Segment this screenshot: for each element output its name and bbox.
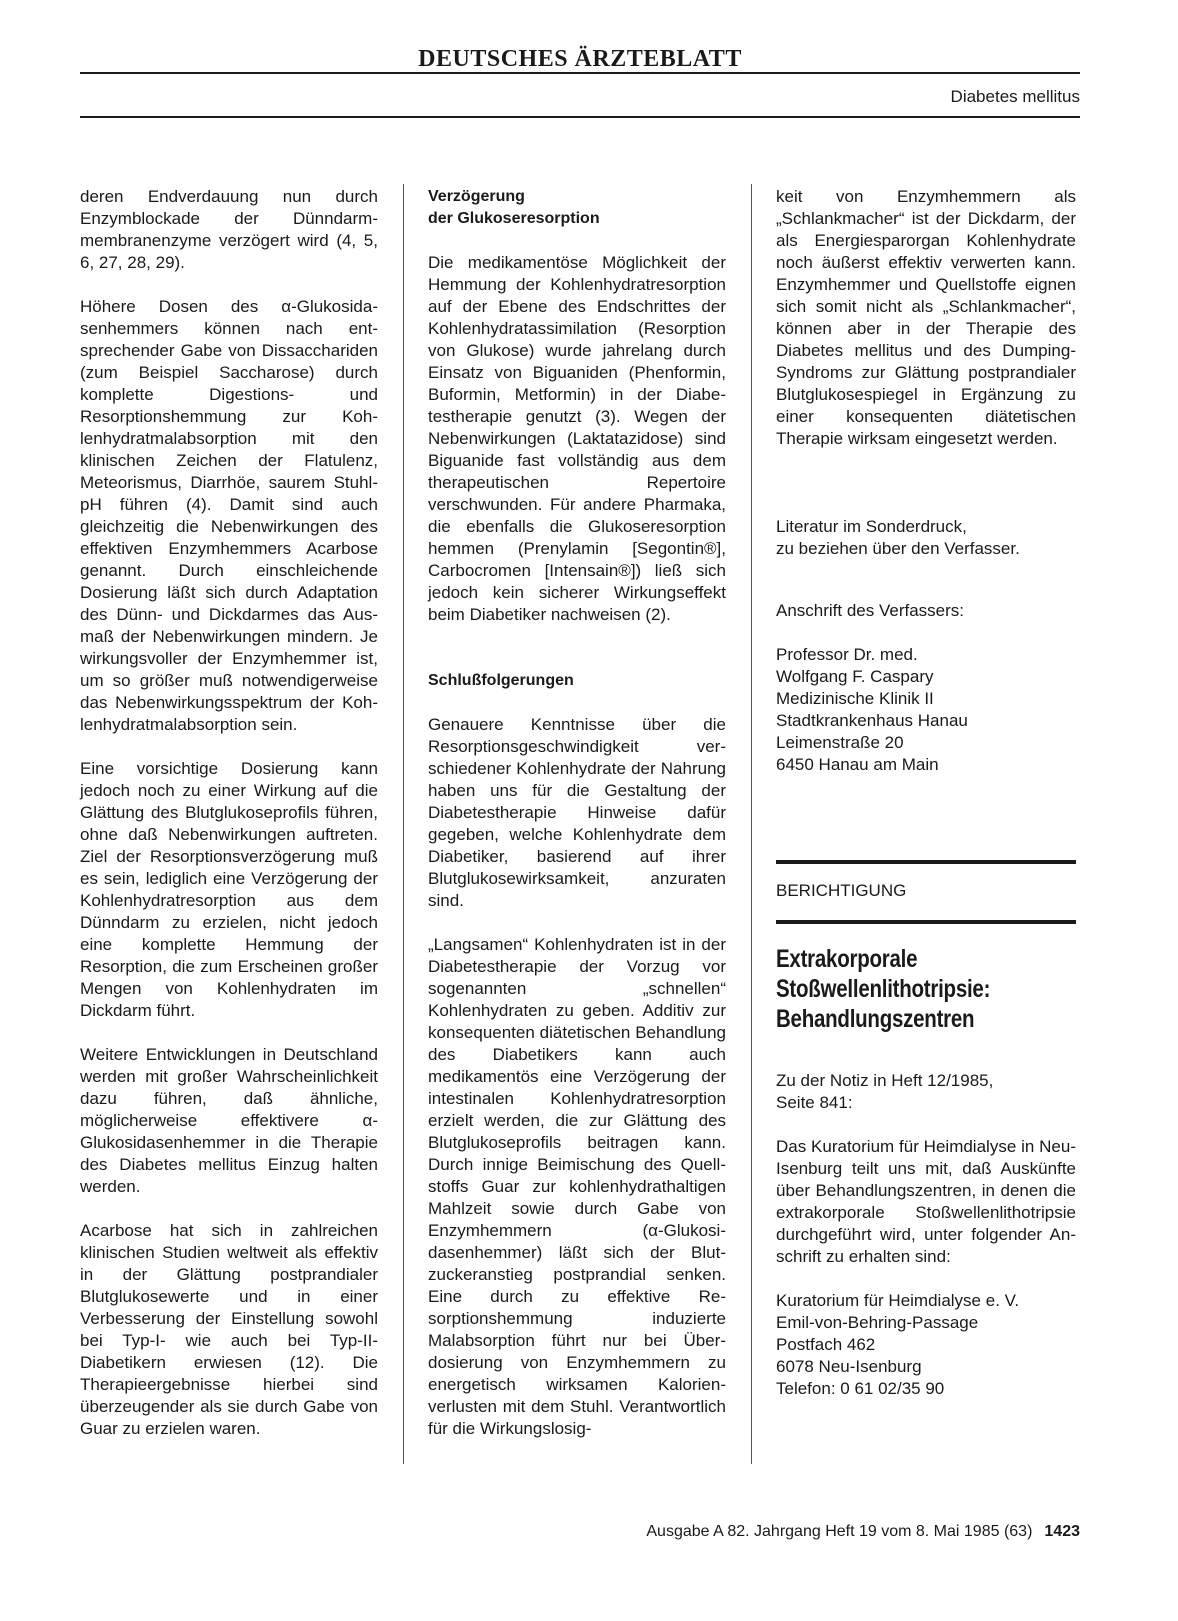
column-divider-2 [751, 184, 752, 1464]
correction-title-line: Stoßwellenlithotripsie: [776, 975, 991, 1003]
address-line: Wolfgang F. Caspary [776, 667, 934, 686]
address-line: Stadtkrankenhaus Hanau [776, 711, 968, 730]
author-address [776, 644, 1076, 776]
issue-info: Ausgabe A 82. Jahrgang Heft 19 vom 8. Mai 1985 (63) [646, 1523, 1033, 1540]
address-line: 6450 Hanau am Main [776, 755, 939, 774]
subheading: Schlußfolgerungen [428, 672, 574, 689]
section-title: Diabetes mellitus [950, 87, 1080, 106]
correction-top-rule [776, 860, 1076, 864]
correction-body: Das Kuratorium für Heimdialyse in Neu-Isenburg teilt uns mit, daß Auskünfte über Behandlungszentren, in denen die extrakorporale Stoßwellenlithotripsie durchgeführt wird, unter folgender Anschrift zu erhalten sind: [776, 1137, 1076, 1266]
contact-line: Postfach 462 [776, 1335, 876, 1354]
page-footer [646, 1521, 1080, 1543]
article-column-1 [80, 186, 378, 1440]
reference-line: Zu der Notiz in Heft 12/1985, [776, 1071, 994, 1090]
subheading-line: Verzögerung [428, 188, 525, 205]
literature-line: zu beziehen über den Verfasser. [776, 539, 1020, 558]
contact-line: Emil-von-Behring-Passage [776, 1313, 979, 1332]
correction-label: BERICHTIGUNG [776, 881, 907, 900]
correction-bottom-rule [776, 920, 1076, 924]
body-paragraph: keit von Enzymhemmern als „Schlankmacher“ ist der Dickdarm, der als Energiesparorgan Kohlenhydrate noch äußerst effektiv verwerten kann. Enzymhemmer und Quellstoffe eignen sich somit nicht als „Schlankmacher“, können aber in der Therapie des Diabetes mellitus und des Dumping-Syndroms zur Glättung postprandialer Blutglukosespiegel in Ergänzung zu einer konsequenten diätetischen Therapie wirksam eingesetzt werden. [776, 187, 1076, 448]
body-paragraph: Genauere Kenntnisse über die Resorptionsgeschwindigkeit verschiedener Kohlenhydrate der Nahrung haben uns für die Gestaltung der Diabetestherapie Hinweise dafür gegeben, welche Kohlenhydrate dem Diabetiker, basierend auf ihrer Blutglukosewirksamkeit, anzuraten sind. [428, 715, 726, 910]
body-paragraph: Acarbose hat sich in zahlreichen klinischen Studien weltweit als effektiv in der Glättung postprandialer Blutglukosewerte und in einer Verbesserung der Einstellung sowohl bei Typ-I- wie auch bei Typ-II-Diabetikern erwiesen (12). Die Therapieergebnisse hierbei sind überzeugender als sie durch Gabe von Guar zu erzielen waren. [80, 1221, 378, 1438]
reference-line: Seite 841: [776, 1093, 853, 1112]
article-column-3 [776, 186, 1076, 1400]
address-line: Leimenstraße 20 [776, 733, 904, 752]
body-paragraph: Die medikamentöse Möglichkeit der Hemmung der Kohlenhydratresorption auf der Ebene des Endschrittes der Kohlenhydratassimilation (Resorption von Glukose) wurde jahrelang durch Einsatz von Biguaniden (Phenformin, Buformin, Metformin) in der Diabetestherapie genutzt (3). Wegen der Nebenwirkungen (Laktatazidose) sind Biguanide fast vollständig aus dem therapeutischen Repertoire verschwunden. Für andere Pharmaka, die ebenfalls die Glukoseresorption hemmen (Prenylamin [Segontin®], Carbocromen [Intensain®]) ließ sich jedoch kein sicherer Wirkungseffekt beim Diabetiker nachweisen (2). [428, 253, 726, 624]
body-paragraph: deren Endverdauung nun durch Enzymblockade der Dünndarmmembranenzyme verzögert wird (4, 5, 6, 27, 28, 29). [80, 187, 378, 272]
body-paragraph: „Langsamen“ Kohlenhydraten ist in der Diabetestherapie der Vorzug vor sogenannten „schnellen“ Kohlenhydraten zu geben. Additiv zur konsequenten diätetischen Behandlung des Diabetikers kann auch medikamentös eine Verzögerung der intestinalen Kohlenhydratresorption erzielt werden, die zur Glättung des Blutglukoseprofils beitragen kann. Durch innige Beimischung des Quellstoffs Guar zur kohlenhydrathaltigen Mahlzeit sowie durch Gabe von Enzymhemmern (α-Glukosidasenhemmer) läßt sich der Blutzuckeranstieg postprandial senken. Eine durch zu effektive Resorptionshemmung induzierte Malabsorption führt nur bei Überdosierung von Enzymhemmern zu energetisch wirksamen Kalorienverlusten mit dem Stuhl. Verantwortlich für die Wirkungslosig- [428, 935, 726, 1438]
masthead-rule [80, 72, 1080, 74]
body-paragraph: Eine vorsichtige Dosierung kann jedoch noch zu einer Wirkung auf die Glättung des Blutglukoseprofils führen, ohne daß Nebenwirkungen auftreten. Ziel der Resorptionsverzögerung muß es sein, lediglich eine Verzögerung der Kohlenhydratresorption aus dem Dünndarm zu erzielen, nicht jedoch eine komplette Hemmung der Resorption, die zum Erscheinen großer Mengen von Kohlenhydraten im Dickdarm führt. [80, 759, 378, 1020]
address-line: Medizinische Klinik II [776, 689, 934, 708]
address-line: Professor Dr. med. [776, 645, 918, 664]
body-paragraph: Weitere Entwicklungen in Deutschland werden mit großer Wahrscheinlichkeit dazu führen, daß ähnliche, möglicherweise effektivere α-Glukosidasenhemmer in die Therapie des Diabetes mellitus Einzug halten werden. [80, 1045, 378, 1196]
correction-title-line: Extrakorporale [776, 945, 918, 973]
body-paragraph: Höhere Dosen des α-Glukosidasenhemmers können nach entsprechender Gabe von Dissacchariden (zum Beispiel Saccharose) durch komplette Digestions- und Resorptionshemmung zur Kohlenhydratmalabsorption mit den klinischen Zeichen der Flatulenz, Meteorismus, Diarrhöe, saurem Stuhl-pH führen (4). Damit sind auch gleichzeitig die Nebenwirkungen des effektiven Enzymhemmers Acarbose genannt. Durch einschleichende Dosierung läßt sich durch Adaptation des Dünn- und Dickdarmes das Ausmaß der Nebenwirkungen mindern. Je wirkungsvoller der Enzymhemmer ist, um so größer muß notwendigerweise das Nebenwirkungsspektrum der Kohlenhydratmalabsorption sein. [80, 297, 378, 734]
contact-address [776, 1290, 1076, 1400]
correction-title [776, 944, 1071, 1034]
contact-line: Telefon: 0 61 02/35 90 [776, 1379, 945, 1398]
literature-line: Literatur im Sonderdruck, [776, 517, 967, 536]
subheading-line: der Glukoseresorption [428, 210, 600, 227]
header-rule [80, 116, 1080, 118]
correction-title-line: Behandlungszentren [776, 1005, 975, 1033]
subheading [428, 186, 726, 230]
correction-reference [776, 1070, 1076, 1114]
literature-note [776, 516, 1076, 560]
journal-masthead: DEUTSCHES ÄRZTEBLATT [418, 46, 742, 72]
column-divider-1 [403, 184, 404, 1464]
page-number: 1423 [1044, 1523, 1080, 1540]
article-column-2 [428, 186, 726, 1440]
contact-line: Kuratorium für Heimdialyse e. V. [776, 1291, 1020, 1310]
author-address-label: Anschrift des Verfassers: [776, 601, 965, 620]
contact-line: 6078 Neu-Isenburg [776, 1357, 922, 1376]
